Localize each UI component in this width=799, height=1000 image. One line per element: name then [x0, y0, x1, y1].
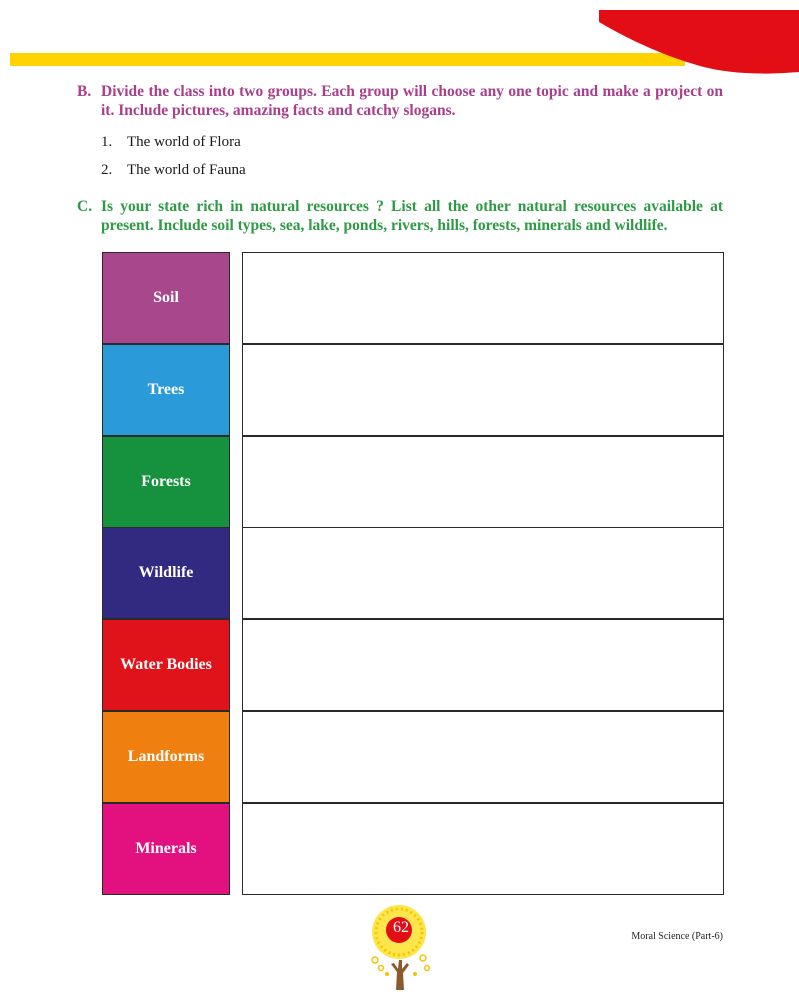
answer-cell-water-bodies[interactable] — [242, 619, 724, 711]
resource-label-soil: Soil — [102, 252, 230, 344]
book-title: Moral Science (Part-6) — [631, 931, 723, 942]
answer-cell-forests[interactable] — [242, 436, 724, 528]
topic-list — [101, 128, 723, 184]
table-row — [102, 344, 724, 436]
resource-label-landforms: Landforms — [102, 711, 230, 803]
answer-cell-trees[interactable] — [242, 344, 724, 436]
answer-cell-soil[interactable] — [242, 252, 724, 344]
page-number-badge — [365, 902, 437, 994]
table-row — [102, 252, 724, 344]
list-item: 1. The world of Flora — [101, 134, 241, 150]
tree-logo-icon — [365, 902, 437, 994]
resource-label-forests: Forests — [102, 436, 230, 528]
question-c — [77, 197, 723, 235]
answer-cell-landforms[interactable] — [242, 711, 724, 803]
page-number: 62 — [393, 919, 409, 936]
question-c-letter: C. — [77, 198, 93, 215]
resources-table — [102, 252, 724, 895]
question-b-text: Divide the class into two groups. Each group will choose any one topic and make a project on it. Include pictures, amazing facts and catchy slogans. — [101, 83, 723, 119]
resource-label-wildlife: Wildlife — [102, 527, 230, 619]
table-row — [102, 803, 724, 895]
answer-cell-wildlife[interactable] — [242, 527, 724, 619]
resource-label-trees: Trees — [102, 344, 230, 436]
table-row — [102, 711, 724, 803]
answer-cell-minerals[interactable] — [242, 803, 724, 895]
table-row — [102, 436, 724, 528]
header-decoration — [0, 0, 799, 80]
question-c-text: Is your state rich in natural resources ? List all the other natural resources available at present. Include soil types, sea, lake, ponds, rivers, hills, forests, minerals and wildlife. — [101, 198, 723, 234]
resource-label-minerals: Minerals — [102, 803, 230, 895]
question-b-letter: B. — [77, 83, 92, 100]
table-row — [102, 527, 724, 619]
list-item: 2. The world of Fauna — [101, 162, 246, 178]
table-row — [102, 619, 724, 711]
resource-label-water-bodies: Water Bodies — [102, 619, 230, 711]
question-b — [77, 82, 723, 184]
